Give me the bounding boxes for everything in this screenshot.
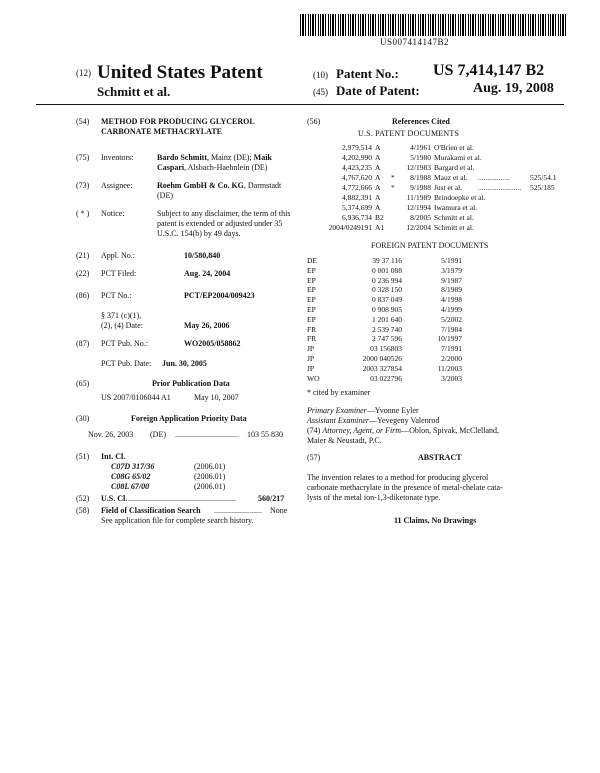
cited-by-examiner: * cited by examiner (307, 388, 371, 397)
foreign-doc-number: 39 37 116 (372, 256, 402, 265)
foreign-doc-country: FR (307, 334, 317, 344)
us-doc-date: 4/1961 (410, 143, 431, 152)
us-doc-number: 6,936,734 (342, 213, 372, 222)
patent-no-label: Patent No.: (336, 66, 399, 81)
pct-pub-no-value: WO2005/058862 (184, 339, 241, 348)
s371-line1: § 371 (c)(1), (101, 311, 142, 320)
us-doc-kind: A1 (375, 223, 385, 232)
int-cl-version: (2006.01) (194, 482, 226, 491)
date-of-patent: Aug. 19, 2008 (473, 81, 554, 96)
foreign-doc-country: WO (307, 373, 320, 383)
code-30: (30) (76, 414, 90, 423)
priority-data-heading: Foreign Application Priority Data (131, 414, 247, 423)
us-doc-kind: A (375, 193, 381, 202)
us-doc-kind: A (375, 173, 381, 182)
foreign-doc-number: 03 156803 (370, 344, 402, 354)
code-75: (75) (76, 153, 90, 162)
foreign-doc-date: 10/1997 (437, 334, 462, 344)
priority-dots: ................................ (175, 430, 239, 439)
us-doc-kind: A (375, 183, 381, 192)
pct-filed-value: Aug. 24, 2004 (184, 269, 231, 278)
us-doc-number: 2,979,514 (342, 143, 372, 152)
us-doc-name: Brindoepke et al. (434, 193, 486, 202)
foreign-doc-number: 0 001 088 (372, 265, 402, 275)
int-cl-version: (2006.01) (194, 472, 226, 481)
assistant-examiner: Assistant Examiner—Yevegeny Valenrod (307, 416, 440, 425)
foreign-doc-number: 0 328 150 (372, 285, 402, 295)
s371-date: May 26, 2006 (184, 321, 230, 330)
field-search-dots: ........................ (214, 506, 262, 515)
invention-title-line2: CARBONATE METHACRYLATE (101, 127, 222, 136)
pct-pub-date-value: Jun. 30, 2005 (162, 359, 207, 368)
code-87: (87) (76, 339, 90, 348)
us-doc-date: 12/1983 (406, 163, 431, 172)
foreign-doc-date: 4/1999 (441, 305, 462, 314)
date-of-patent-label: Date of Patent: (336, 83, 420, 98)
foreign-doc-number: 1 201 640 (372, 314, 402, 324)
abstract-line2: carbonate methacrylate in the presence of metal-chelate cata- (307, 483, 503, 492)
foreign-doc-number: 2000 040526 (362, 354, 402, 363)
us-cl-label: U.S. Cl. (101, 494, 128, 503)
patent-number: US 7,414,147 B2 (433, 62, 545, 79)
us-doc-number: 5,374,699 (342, 203, 372, 212)
foreign-doc-number: 0 236 994 (372, 275, 402, 285)
us-doc-name: Schmitt et al. (434, 223, 474, 232)
assignee-line2: (DE) (157, 191, 173, 200)
code-51: (51) (76, 452, 90, 461)
us-doc-class: 525/185 (530, 183, 555, 192)
notice-line2: patent is extended or adjusted under 35 (157, 219, 283, 228)
int-cl-class: C08G 65/02 (111, 472, 151, 481)
us-doc-date: 12/2004 (406, 223, 431, 232)
int-cl-label: Int. Cl. (101, 452, 126, 461)
us-cl-dots: ...................................................... (128, 494, 236, 503)
us-doc-kind: A (375, 203, 381, 212)
attorney-line2: Maier & Neustadt, P.C. (307, 436, 382, 445)
us-doc-number: 4,767,620 (342, 173, 372, 182)
pct-filed-label: PCT Filed: (101, 269, 137, 278)
inventors-label: Inventors: (101, 153, 134, 162)
notice-line1: Subject to any disclaimer, the term of this (157, 209, 291, 218)
code-57: (57) (307, 453, 321, 462)
us-doc-name: Mauz et al. (434, 173, 468, 182)
foreign-doc-number: 03 022796 (370, 373, 402, 383)
patent-title: United States Patent (97, 62, 263, 83)
claims-summary: 11 Claims, No Drawings (394, 516, 477, 525)
int-cl-version: (2006.01) (194, 462, 226, 471)
us-doc-number: 2004/0249191 (328, 223, 372, 232)
foreign-doc-number: 2 539 740 (372, 324, 402, 334)
us-doc-number: 4,772,666 (342, 183, 372, 192)
us-doc-kind: A (375, 153, 381, 162)
field-search-label: Field of Classification Search (101, 506, 201, 515)
appl-no-value: 10/580,840 (184, 251, 221, 260)
notice-line3: U.S.C. 154(b) by 49 days. (157, 229, 241, 238)
abstract-heading: ABSTRACT (418, 453, 462, 462)
foreign-doc-country: EP (307, 314, 316, 324)
references-heading: References Cited (392, 117, 450, 126)
code-56: (56) (307, 117, 321, 126)
code-45: (45) (313, 87, 328, 97)
us-cl-value: 560/217 (258, 494, 285, 503)
pct-pub-date-label: PCT Pub. Date: (101, 359, 152, 368)
pct-no-value: PCT/EP2004/009423 (184, 291, 255, 300)
foreign-doc-country: JP (307, 344, 315, 354)
appl-no-label: Appl. No.: (101, 251, 135, 260)
patent-authors: Schmitt et al. (97, 84, 171, 99)
code-52: (52) (76, 494, 90, 503)
foreign-doc-date: 3/1979 (441, 265, 462, 275)
inventors-line1: Bardo Schmitt, Mainz (DE); Maik (157, 153, 272, 162)
code-54: (54) (76, 117, 90, 126)
primary-examiner: Primary Examiner—Yvonne Eyler (307, 406, 419, 415)
us-doc-name: Iwamura et al. (434, 203, 478, 212)
prior-publication-heading: Prior Publication Data (152, 379, 230, 388)
header-rule (36, 104, 564, 105)
code-21: (21) (76, 251, 90, 260)
code-58: (58) (76, 506, 90, 515)
notice-label: Notice: (101, 209, 125, 218)
assignee-line1: Roehm GmbH & Co. KG, Darmstadt (157, 181, 282, 190)
priority-country: (DE) (150, 430, 166, 439)
code-12: (12) (76, 68, 91, 78)
us-doc-date: 12/1994 (406, 203, 431, 212)
foreign-doc-country: DE (307, 256, 317, 265)
us-doc-number: 4,423,235 (342, 163, 372, 172)
us-doc-name: Bargard et al. (434, 163, 475, 172)
foreign-doc-country: JP (307, 363, 315, 373)
foreign-doc-country: EP (307, 265, 316, 275)
foreign-doc-date: 8/1989 (441, 285, 462, 295)
us-patent-docs-heading: U.S. PATENT DOCUMENTS (358, 129, 460, 138)
foreign-doc-date: 7/1991 (441, 344, 462, 354)
us-doc-date: 11/1989 (406, 193, 431, 202)
code-notice: ( * ) (76, 209, 90, 218)
attorney-line1: (74) Attorney, Agent, or Firm—Oblon, Spivak, McClelland, (307, 426, 500, 435)
inventors-line2: Caspari, Alsbach-Haehnlein (DE) (157, 163, 268, 172)
us-doc-dots: ................. (478, 173, 510, 182)
foreign-docs-heading: FOREIGN PATENT DOCUMENTS (371, 241, 489, 250)
us-doc-number: 4,882,391 (342, 193, 372, 202)
us-doc-kind: B2 (375, 213, 384, 222)
us-doc-kind: A (375, 163, 381, 172)
prior-publication-date: May 10, 2007 (194, 393, 239, 402)
code-73: (73) (76, 181, 90, 190)
us-doc-date: 8/2005 (410, 213, 431, 222)
foreign-doc-country: EP (307, 305, 316, 314)
foreign-doc-country: JP (307, 354, 315, 363)
code-86: (86) (76, 291, 90, 300)
foreign-doc-country: EP (307, 285, 316, 295)
prior-publication-number: US 2007/0106044 A1 (101, 393, 171, 402)
us-doc-name: O'Brien et al. (434, 143, 474, 152)
us-doc-star: * (391, 183, 395, 192)
int-cl-class: C07D 317/36 (111, 462, 155, 471)
us-doc-date: 9/1988 (410, 183, 431, 192)
us-doc-name: Schmitt et al. (434, 213, 474, 222)
foreign-doc-number: 0 908 905 (372, 305, 402, 314)
s371-line2: (2), (4) Date: (101, 321, 143, 330)
foreign-doc-date: 5/2002 (441, 314, 462, 324)
us-doc-kind: A (375, 143, 381, 152)
us-doc-date: 8/1988 (410, 173, 431, 182)
us-doc-name: Just et al. (434, 183, 463, 192)
invention-title-line1: METHOD FOR PRODUCING GLYCEROL (101, 117, 255, 126)
foreign-doc-date: 3/2003 (441, 373, 462, 383)
field-search-note: See application file for complete search history. (101, 516, 254, 525)
int-cl-class: C08L 67/00 (111, 482, 150, 491)
foreign-doc-number: 0 837 049 (372, 295, 402, 305)
us-doc-star: * (391, 173, 395, 182)
foreign-doc-date: 7/1984 (441, 324, 462, 334)
pct-pub-no-label: PCT Pub. No.: (101, 339, 148, 348)
foreign-doc-country: EP (307, 275, 316, 285)
field-search-value: None (270, 506, 288, 515)
us-doc-dots: ....................... (478, 183, 522, 192)
foreign-doc-date: 9/1987 (441, 275, 462, 285)
foreign-doc-country: FR (307, 324, 317, 334)
code-22: (22) (76, 269, 90, 278)
us-doc-class: 525/54.1 (530, 173, 557, 182)
foreign-doc-date: 2/2000 (441, 354, 462, 363)
us-doc-number: 4,202,990 (342, 153, 372, 162)
foreign-doc-number: 2003 327854 (362, 363, 402, 373)
us-doc-date: 5/1980 (410, 153, 431, 162)
foreign-doc-date: 5/1991 (441, 256, 462, 265)
code-65: (65) (76, 379, 90, 388)
foreign-doc-country: EP (307, 295, 316, 305)
foreign-doc-number: 2 747 596 (372, 334, 402, 344)
foreign-doc-date: 11/2003 (437, 363, 462, 373)
code-10: (10) (313, 70, 328, 80)
abstract-line1: The invention relates to a method for producing glycerol (307, 473, 489, 482)
us-doc-name: Murakami et al. (434, 153, 482, 162)
priority-date: Nov. 26, 2003 (88, 430, 134, 439)
pct-no-label: PCT No.: (101, 291, 132, 300)
abstract-line3: lysts of the metal ion-1,3-diketonate type. (307, 493, 441, 502)
foreign-doc-date: 4/1998 (441, 295, 462, 305)
assignee-label: Assignee: (101, 181, 133, 190)
priority-number: 103 55 830 (247, 430, 283, 439)
barcode-image (300, 14, 566, 36)
barcode-number: US007414147B2 (380, 37, 450, 47)
